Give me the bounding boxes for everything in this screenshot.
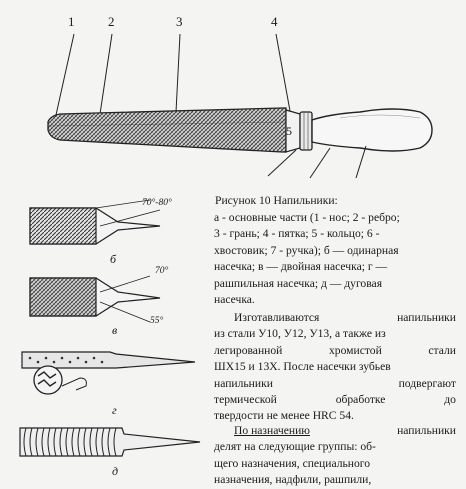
- label-b: б: [110, 252, 117, 266]
- angle-label-v-bottom: 55°: [150, 316, 164, 326]
- label-v: в: [112, 323, 118, 337]
- double-cut-illustration: [0, 270, 215, 336]
- text-line: По назначению напильники: [234, 424, 456, 437]
- caption-line: насечка.: [214, 293, 255, 307]
- rasp-cut-illustration: [0, 340, 215, 418]
- figure-caption-body: [214, 210, 456, 308]
- text-line: из стали У10, У12, У13, а также из: [214, 327, 386, 341]
- part-label-5: 5: [286, 124, 292, 138]
- part-number-4: 4: [271, 14, 278, 29]
- text-line: термической обработке до: [214, 393, 456, 407]
- angle-label-b: 70°-80°: [142, 198, 172, 208]
- part-number-3: 3: [176, 14, 183, 29]
- text-line: Изготавливаются напильники: [234, 311, 456, 324]
- text-line: делят на следующие группы: об-: [214, 440, 376, 454]
- curved-cut-illustration: [0, 420, 215, 484]
- caption-line: 3 - грань; 4 - пятка; 5 - кольцо; 6 -: [214, 227, 380, 241]
- caption-line: рашпильная насечка; д — дуговая: [214, 276, 383, 290]
- figure-caption-title: Рисунок 10 Напильники:: [215, 194, 338, 207]
- text-line: назначения, надфили, рашпили,: [214, 473, 372, 487]
- main-file-illustration: [0, 0, 466, 190]
- text-line: щего назначения, специального: [214, 456, 371, 470]
- text-line: напильники подвергают: [214, 376, 456, 390]
- paragraph-materials: [214, 310, 456, 425]
- angle-label-v-top: 70°: [155, 266, 169, 276]
- caption-line: а - основные части (1 - нос; 2 - ребро;: [214, 211, 400, 224]
- text-line: ШХ15 и 13Х. После насечки зубьев: [214, 360, 391, 374]
- caption-line: хвостовик; 7 - ручка); б — одинарная: [214, 243, 399, 257]
- text-line: твердости не менее HRC 54.: [214, 409, 354, 423]
- label-g: г: [112, 403, 117, 417]
- part-number-1: 1: [68, 14, 75, 29]
- text-line: легированной хромистой стали: [214, 343, 456, 357]
- part-number-2: 2: [108, 14, 115, 29]
- single-cut-illustration: [0, 196, 215, 266]
- label-d: д: [112, 464, 119, 478]
- paragraph-purpose: [214, 423, 456, 489]
- caption-line: насечка; в — двойная насечка; г —: [214, 260, 388, 274]
